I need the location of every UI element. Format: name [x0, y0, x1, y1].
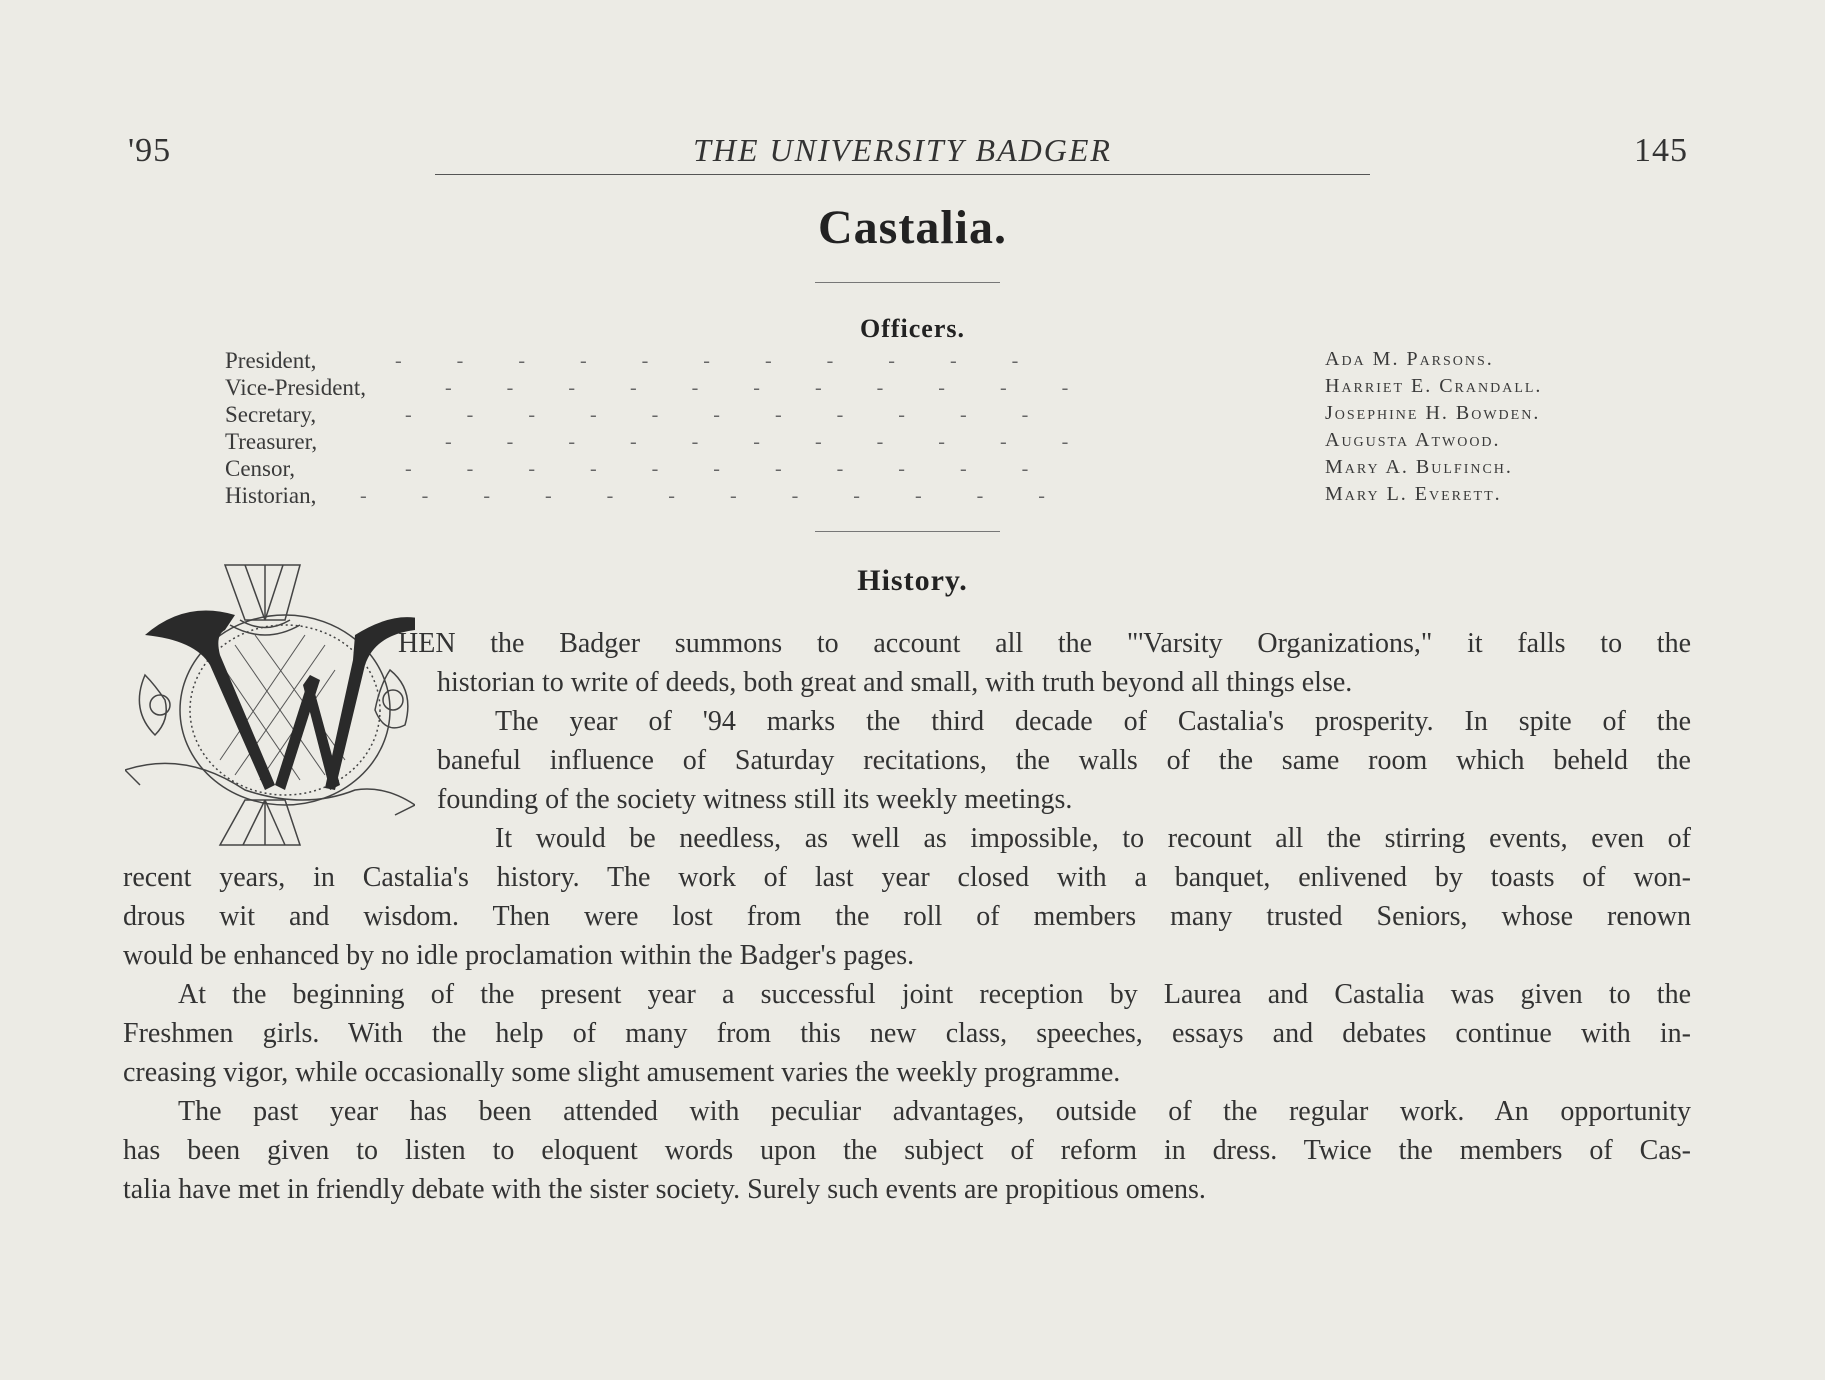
officer-name: Mary A. Bulfinch. [1325, 456, 1513, 478]
officer-role: Historian, [225, 483, 317, 508]
history-line: It would be needless, as well as impossible, to recount all the stirring events, even of [495, 823, 1691, 854]
officer-row [225, 483, 1625, 511]
officer-name: Harriet E. Crandall. [1325, 375, 1543, 397]
officer-name: Josephine H. Bowden. [1325, 402, 1541, 424]
history-line: The year of '94 marks the third decade of Castalia's prosperity. In spite of the [495, 706, 1691, 737]
history-line: The past year has been attended with peculiar advantages, outside of the regular work. An opportunity [178, 1096, 1691, 1127]
ornamental-initial [125, 560, 415, 850]
header-rule [435, 174, 1370, 175]
officer-row [225, 429, 1625, 457]
officer-role: President, [225, 348, 317, 373]
officer-role: Treasurer, [225, 429, 318, 454]
header-year: '95 [128, 132, 172, 169]
officer-row [225, 348, 1625, 376]
officer-name: Augusta Atwood. [1325, 429, 1501, 451]
title-rule [815, 282, 1000, 283]
history-line: HEN the Badger summons to account all the "'Varsity Organizations," it falls to the [398, 628, 1691, 659]
history-line: historian to write of deeds, both great and small, with truth beyond all things else. [437, 667, 1353, 698]
header-title: THE UNIVERSITY BADGER [693, 132, 1112, 168]
leader-dots: - - - - - - - - - - - [405, 458, 1029, 480]
officer-role: Vice-President, [225, 375, 367, 400]
history-line: would be enhanced by no idle proclamation within the Badger's pages. [123, 940, 915, 971]
history-line: drous wit and wisdom. Then were lost from the roll of members many trusted Seniors, whose renown [123, 901, 1691, 932]
ornamental-initial-art [125, 560, 415, 850]
leader-dots: - - - - - - - - - - - [445, 431, 1069, 453]
history-line: has been given to listen to eloquent words upon the subject of reform in dress. Twice the members of Cas- [123, 1135, 1691, 1166]
history-line: baneful influence of Saturday recitations, the walls of the same room which beheld the [437, 745, 1691, 776]
officer-row [225, 402, 1625, 430]
history-line: founding of the society witness still its weekly meetings. [437, 784, 1073, 815]
history-line: Freshmen girls. With the help of many from this new class, speeches, essays and debates continue with in- [123, 1018, 1691, 1049]
history-line: recent years, in Castalia's history. The work of last year closed with a banquet, enlivened by toasts of won- [123, 862, 1691, 893]
history-line: talia have met in friendly debate with the sister society. Surely such events are propitious omens. [123, 1174, 1206, 1205]
officer-role: Secretary, [225, 402, 317, 427]
leader-dots: - - - - - - - - - - - [445, 377, 1069, 399]
leader-dots: - - - - - - - - - - - [395, 350, 1019, 372]
officer-row [225, 375, 1625, 403]
history-line: At the beginning of the present year a successful joint reception by Laurea and Castalia was given to the [178, 979, 1691, 1010]
leader-dots: - - - - - - - - - - - [405, 404, 1029, 426]
history-line: creasing vigor, while occasionally some slight amusement varies the weekly programme. [123, 1057, 1121, 1088]
page-number: 145 [1634, 132, 1688, 169]
officers-heading: Officers. [859, 314, 965, 343]
history-heading: History. [857, 564, 968, 597]
officer-name: Ada M. Parsons. [1325, 348, 1494, 370]
officer-role: Censor, [225, 456, 295, 481]
officer-row [225, 456, 1625, 484]
leader-dots: - - - - - - - - - - - - [360, 485, 1045, 507]
officers-rule [815, 531, 1000, 532]
officer-name: Mary L. Everett. [1325, 483, 1502, 505]
page-title: Castalia. [818, 201, 1007, 254]
